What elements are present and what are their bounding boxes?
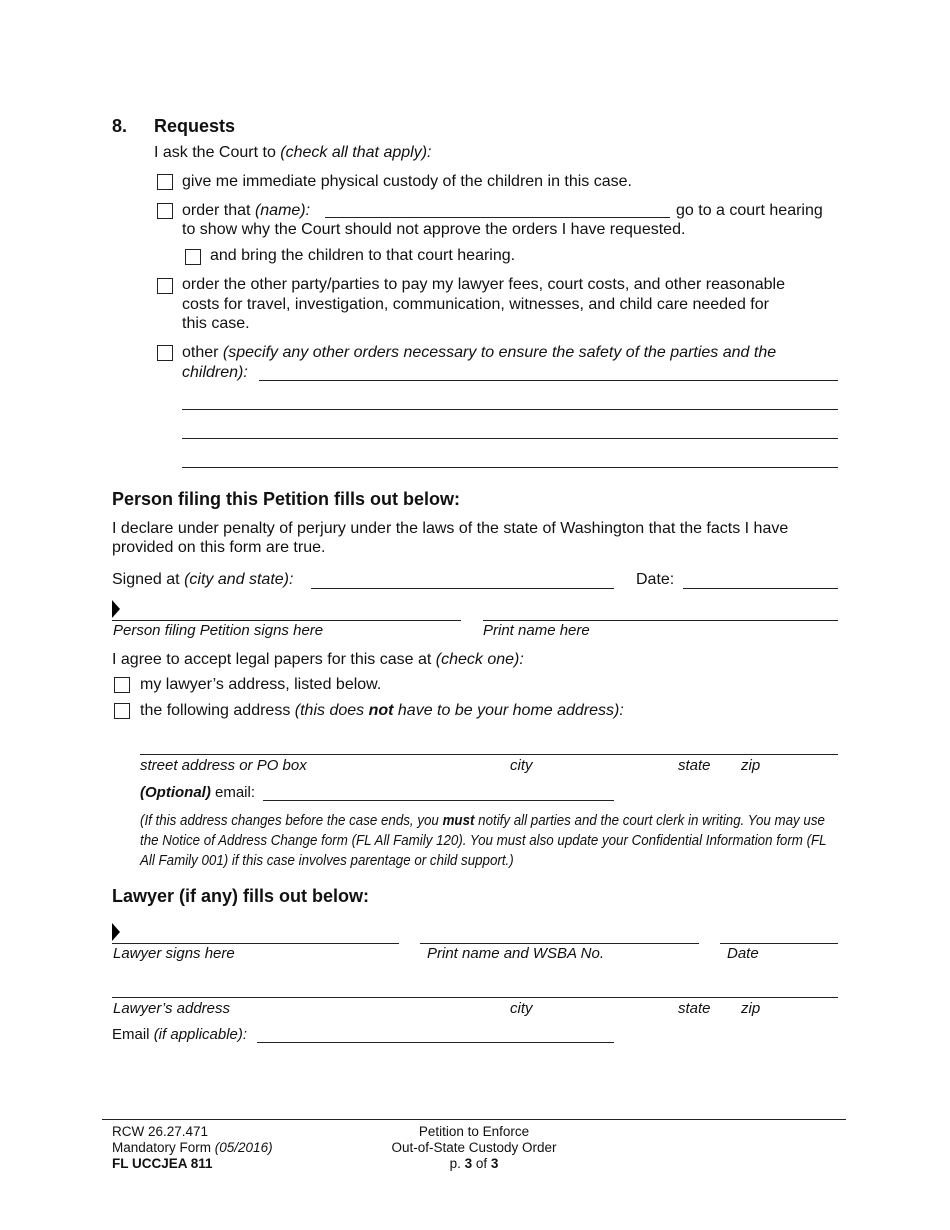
request-fees-line2: costs for travel, investigation, communication, witnesses, and child care needed for: [182, 296, 769, 313]
agree-italic: (check one):: [435, 651, 524, 668]
request-other-line1: [182, 344, 776, 362]
footer-form-id: FL UCCJEA 811: [112, 1156, 213, 1171]
request-custody-label: give me immediate physical custody of the children in this case.: [182, 173, 632, 190]
date-label: Date:: [636, 571, 675, 588]
hearing-name-field[interactable]: [325, 217, 670, 218]
page-current: 3: [464, 1156, 473, 1171]
lawyer-address-checkbox[interactable]: [114, 677, 130, 693]
agree-text: I agree to accept legal papers for this case at: [112, 651, 436, 668]
date-field[interactable]: [683, 588, 838, 589]
other-orders-field-2[interactable]: [182, 409, 838, 410]
hearing-name-label: (name):: [254, 202, 311, 219]
following-address-not: not: [368, 702, 394, 719]
mandatory-date: (05/2016): [214, 1140, 273, 1155]
lawyer-state-label: state: [678, 1000, 711, 1017]
footer-mandatory: [112, 1140, 273, 1155]
petitioner-heading: Person filing this Petition fills out below:: [112, 489, 461, 509]
note-text-a: (If this address changes before the case ends, you: [140, 813, 443, 829]
request-fees-line3: this case.: [182, 315, 250, 332]
note-text-b: notify all parties and the court clerk in writing. You may use the Notice of Address Change form (FL All Family 120). You must also update your Confidential Information form (FL All Family 001) if this case involves parentage or child support.): [140, 813, 827, 869]
intro-italic: (check all that apply):: [280, 144, 432, 161]
bring-children-checkbox[interactable]: [185, 249, 201, 265]
lawyer-signature-label: Lawyer signs here: [113, 945, 235, 962]
signed-at-italic: (city and state):: [184, 571, 294, 588]
section-title: Requests: [154, 116, 236, 136]
bring-children-label: and bring the children to that court hearing.: [210, 247, 516, 264]
lawyer-date-label: Date: [727, 945, 759, 962]
optional-email-label: [140, 784, 255, 801]
state-label: state: [678, 757, 711, 774]
following-address-checkbox[interactable]: [114, 703, 130, 719]
petitioner-print-name-field[interactable]: [483, 620, 838, 621]
sign-here-arrow-icon: [112, 600, 120, 618]
intro-text: I ask the Court to: [154, 144, 281, 161]
lawyer-address-field[interactable]: [112, 997, 838, 998]
lawyer-print-name-field[interactable]: [420, 943, 699, 944]
footer-title-line1: Petition to Enforce: [418, 1124, 530, 1139]
lawyer-city-label: city: [510, 1000, 533, 1017]
page-p: p.: [449, 1156, 465, 1171]
agree-label: [112, 651, 524, 669]
requests-intro: [154, 144, 431, 162]
lawyer-email-italic: (if applicable):: [153, 1026, 248, 1043]
hearing-text: order that: [182, 202, 255, 219]
request-hearing-label: [182, 202, 310, 220]
signed-at-text: Signed at: [112, 571, 185, 588]
street-label: street address or PO box: [140, 757, 307, 774]
petitioner-print-name-label: Print name here: [483, 622, 590, 639]
lawyer-email-field[interactable]: [257, 1042, 614, 1043]
following-address-option: [140, 702, 624, 720]
lawyer-zip-label: zip: [741, 1000, 761, 1017]
request-custody-checkbox[interactable]: [157, 174, 173, 190]
request-hearing-checkbox[interactable]: [157, 203, 173, 219]
petitioner-signature-field[interactable]: [112, 620, 461, 621]
note-must: must: [442, 813, 475, 829]
page-of: of: [472, 1156, 491, 1171]
lawyer-address-option: my lawyer’s address, listed below.: [140, 676, 382, 693]
declaration-line2: provided on this form are true.: [112, 539, 326, 556]
city-label: city: [510, 757, 533, 774]
zip-label: zip: [741, 757, 761, 774]
optional-text: (Optional): [140, 784, 211, 801]
footer-page-number: [374, 1156, 574, 1171]
email-text: email:: [210, 784, 256, 801]
other-orders-field-3[interactable]: [182, 438, 838, 439]
other-orders-field-1[interactable]: [259, 380, 838, 381]
signed-at-label: [112, 571, 293, 589]
lawyer-address-label: Lawyer’s address: [113, 1000, 231, 1017]
following-address-italic-1: (this does: [294, 702, 369, 719]
request-other-checkbox[interactable]: [157, 345, 173, 361]
other-orders-field-4[interactable]: [182, 467, 838, 468]
petitioner-signature-label: Person filing Petition signs here: [113, 622, 324, 639]
request-fees-checkbox[interactable]: [157, 278, 173, 294]
declaration-line1: I declare under penalty of perjury under the laws of the state of Washington that the facts I have: [112, 520, 789, 537]
hearing-text-end: go to a court hearing: [676, 202, 823, 219]
other-italic: (specify any other orders necessary to ensure the safety of the parties and the: [222, 344, 777, 361]
footer-rcw: RCW 26.27.471: [112, 1124, 209, 1139]
request-other-line2: children):: [182, 364, 248, 381]
other-text: other: [182, 344, 223, 361]
lawyer-email-text: Email: [112, 1026, 154, 1043]
address-change-note: [140, 811, 839, 871]
following-address-text: the following address: [140, 702, 295, 719]
lawyer-heading: Lawyer (if any) fills out below:: [112, 886, 370, 906]
lawyer-email-label: [112, 1026, 247, 1043]
section-number: 8.: [112, 116, 128, 136]
footer-title-line2: Out-of-State Custody Order: [391, 1140, 557, 1155]
lawyer-signature-field[interactable]: [112, 943, 399, 944]
footer-divider: [102, 1119, 846, 1120]
lawyer-sign-arrow-icon: [112, 923, 120, 941]
signed-at-field[interactable]: [311, 588, 614, 589]
lawyer-date-field[interactable]: [720, 943, 838, 944]
request-fees-line1: order the other party/parties to pay my lawyer fees, court costs, and other reasonable: [182, 276, 785, 293]
page-total: 3: [490, 1156, 499, 1171]
mandatory-text: Mandatory Form: [112, 1140, 215, 1155]
following-address-italic-2: have to be your home address):: [393, 702, 624, 719]
service-address-field[interactable]: [140, 754, 838, 755]
hearing-text-line2: to show why the Court should not approve the orders I have requested.: [182, 221, 686, 238]
petitioner-email-field[interactable]: [263, 800, 614, 801]
lawyer-print-name-label: Print name and WSBA No.: [427, 945, 605, 962]
